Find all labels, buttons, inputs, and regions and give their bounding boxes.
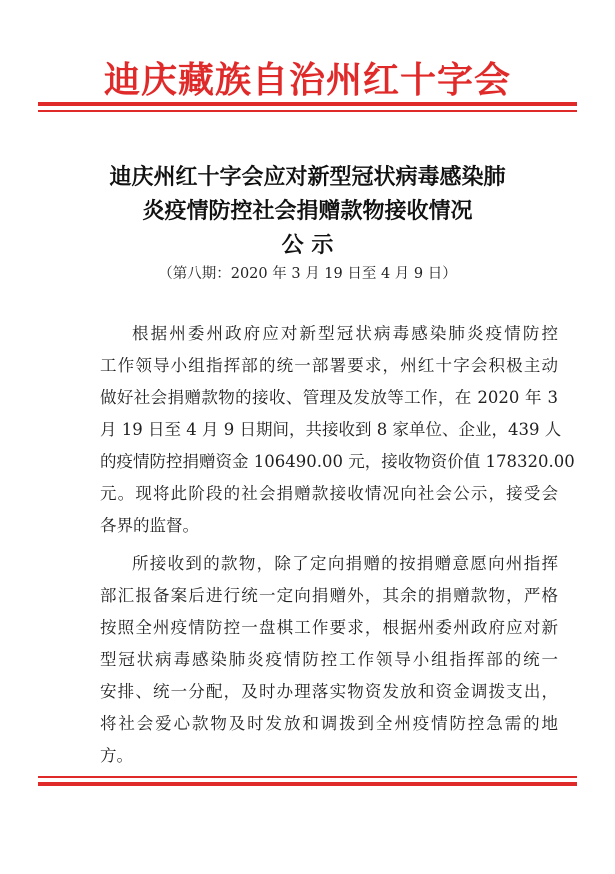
paragraph-line: 方。 bbox=[100, 746, 133, 765]
footer-rule-thick bbox=[38, 782, 577, 786]
paragraph-line: 元。现将此阶段的社会捐赠款接收情况向社会公示，接受会 bbox=[100, 484, 558, 503]
footer-rule-thin bbox=[38, 776, 577, 778]
period-subtitle: （第八期：2020 年 3 月 19 日至 4 月 9 日） bbox=[158, 266, 457, 282]
title-line-2: 炎疫情防控社会捐赠款物接收情况 bbox=[142, 198, 473, 224]
paragraph-line: 的疫情防控捐赠资金 106490.00 元，接收物资价值 178320.00 bbox=[100, 452, 575, 471]
paragraph-line: 将社会爱心款物及时发放和调拨到全州疫情防控急需的地 bbox=[100, 714, 558, 733]
title-line-1: 迪庆州红十字会应对新型冠状病毒感染肺 bbox=[109, 164, 506, 190]
paragraph-line: 安排、统一分配，及时办理落实物资发放和资金调拨支出， bbox=[100, 682, 558, 701]
title-line-3: 公 示 bbox=[281, 232, 334, 258]
paragraph-line: 按照全州疫情防控一盘棋工作要求，根据州委州政府应对新 bbox=[100, 618, 558, 637]
paragraph-line: 所接收到的款物，除了定向捐赠的按捐赠意愿向州指挥 bbox=[132, 554, 558, 573]
paragraph-line: 做好社会捐赠款物的接收、管理及发放等工作，在 2020 年 3 bbox=[100, 388, 558, 407]
paragraph-line: 月 19 日至 4 月 9 日期间，共接收到 8 家单位、企业，439 人 bbox=[100, 420, 562, 439]
org-name: 迪庆藏族自治州红十字会 bbox=[103, 59, 511, 101]
paragraph-line: 根据州委州政府应对新型冠状病毒感染肺炎疫情防控 bbox=[132, 324, 558, 343]
header-rule-thin bbox=[38, 110, 577, 112]
header-rule-thick bbox=[38, 102, 577, 106]
paragraph-line: 型冠状病毒感染肺炎疫情防控工作领导小组指挥部的统一 bbox=[100, 650, 558, 669]
paragraph-line: 部汇报备案后进行统一定向捐赠外，其余的捐赠款物，严格 bbox=[100, 586, 558, 605]
paragraph-line: 工作领导小组指挥部的统一部署要求，州红十字会积极主动 bbox=[100, 356, 558, 375]
paragraph-line: 各界的监督。 bbox=[100, 516, 199, 535]
